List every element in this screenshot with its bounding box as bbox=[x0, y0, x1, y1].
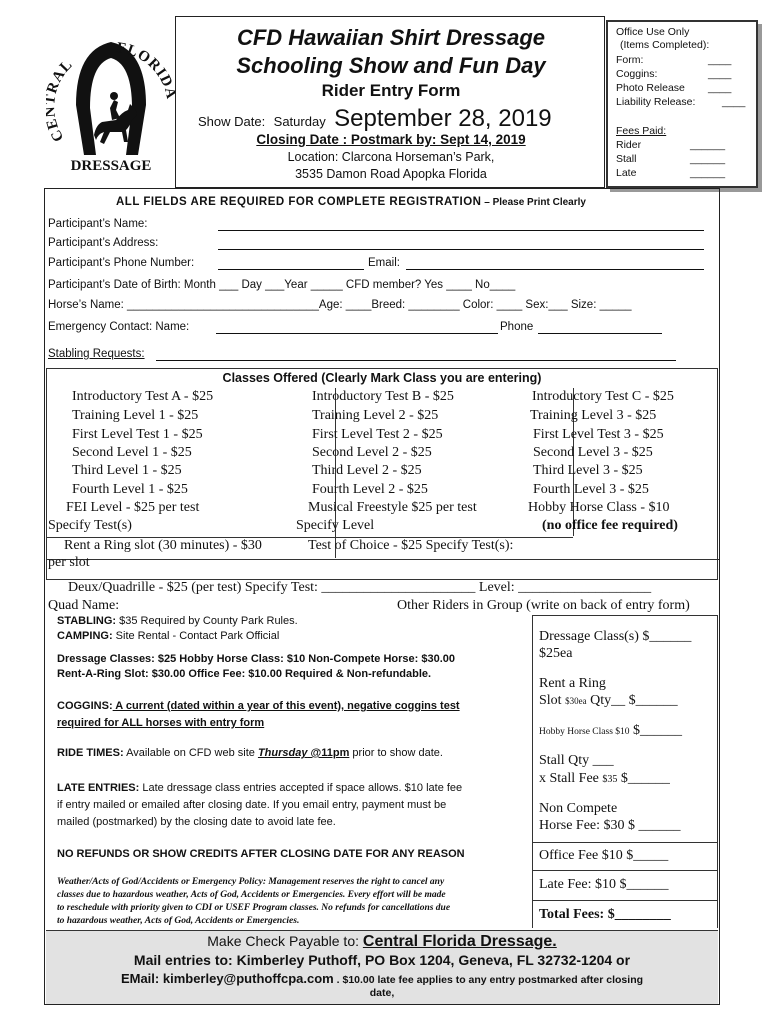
svg-text:CENTRAL: C AL bbox=[47, 56, 77, 145]
participant-phone-label: Participant’s Phone Number: bbox=[48, 257, 195, 269]
participant-name-label: Participant’s Name: bbox=[48, 218, 148, 230]
fei-class[interactable]: FEI Level - $25 per test bbox=[66, 500, 200, 515]
classes-header bbox=[46, 371, 718, 385]
fees-divider-3 bbox=[532, 900, 718, 901]
show-date-label: Show Date: bbox=[198, 114, 266, 129]
address: 3535 Damon Road Apopka Florida bbox=[295, 167, 487, 181]
weather-policy-3: to reschedule with priority given to CDI or USEF Program classes. No refunds for cancellations due bbox=[57, 903, 451, 913]
fee-dressage-rate: $25ea bbox=[539, 646, 573, 661]
stabling-requests-label: Stabling Requests: bbox=[48, 348, 145, 360]
logo-dressage-text: DRESSAGE bbox=[70, 158, 152, 174]
fee-ring[interactable] bbox=[539, 693, 678, 709]
class-option[interactable]: Third Level 3 - $25 bbox=[533, 463, 643, 478]
stabling-info-label: STABLING: bbox=[57, 615, 117, 627]
office-use-box bbox=[606, 20, 758, 188]
participant-address-label: Participant’s Address: bbox=[48, 237, 159, 249]
other-riders: Other Riders in Group (write on back of entry form) bbox=[397, 598, 690, 613]
office-stall-blank: ______ bbox=[690, 153, 726, 165]
stabling-requests-field[interactable] bbox=[156, 360, 676, 361]
quad-name-label: Quad Name: bbox=[48, 598, 120, 613]
no-refunds: NO REFUNDS OR SHOW CREDITS AFTER CLOSING DATE FOR ANY REASON bbox=[57, 848, 465, 860]
email-entries bbox=[46, 970, 718, 988]
camping-info bbox=[57, 630, 279, 642]
fee-hobby-amount: $______ bbox=[629, 723, 683, 738]
test-of-choice[interactable]: Test of Choice - $25 Specify Test(s): bbox=[308, 538, 514, 553]
class-option[interactable]: Introductory Test C - $25 bbox=[532, 389, 674, 404]
fee-dressage[interactable]: Dressage Class(s) $______ bbox=[539, 629, 692, 644]
office-liability-blank: ____ bbox=[722, 96, 746, 108]
classes-divider-h2 bbox=[47, 559, 719, 560]
rent-ring-class[interactable]: Rent a Ring slot (30 minutes) - $30 bbox=[64, 538, 262, 553]
class-option[interactable]: First Level Test 2 - $25 bbox=[312, 427, 443, 442]
late-entries-info-2: if entry mailed or emailed after closing date. If you email entry, payment must be bbox=[57, 799, 447, 811]
deux-quadrille[interactable]: Deux/Quadrille - $25 (per test) Specify Test: ______________________ Level: ___________________ bbox=[68, 580, 652, 595]
payable-name: Central Florida Dressage. bbox=[362, 933, 557, 950]
ride-times-end: prior to show date. bbox=[349, 747, 443, 759]
class-option[interactable]: Training Level 2 - $25 bbox=[312, 408, 439, 423]
fee-office[interactable]: Office Fee $10 $_____ bbox=[539, 848, 669, 863]
title-line-2: Schooling Show and Fun Day bbox=[236, 53, 546, 78]
ring-fee-info: Rent-A-Ring Slot: $30.00 Office Fee: $10.00 Required & Non-refundable. bbox=[57, 668, 432, 680]
office-photo-release: Photo Release bbox=[616, 82, 685, 94]
ride-times-label: RIDE TIMES: bbox=[57, 747, 124, 759]
class-option[interactable]: Fourth Level 1 - $25 bbox=[72, 482, 188, 497]
office-subtitle: (Items Completed): bbox=[620, 39, 710, 51]
show-date-value: September 28, 2019 bbox=[334, 105, 552, 132]
office-coggins-blank: ____ bbox=[708, 68, 732, 80]
title-line-1: CFD Hawaiian Shirt Dressage bbox=[236, 25, 546, 50]
emergency-phone-field[interactable] bbox=[538, 333, 662, 334]
fee-stall-amount: $______ bbox=[617, 771, 670, 786]
office-late: Late bbox=[616, 167, 637, 179]
hobby-horse-note: (no office fee required) bbox=[542, 518, 678, 533]
participant-address-field[interactable] bbox=[218, 249, 704, 250]
class-option[interactable]: Training Level 1 - $25 bbox=[72, 408, 199, 423]
emergency-label: Emergency Contact: Name: bbox=[48, 321, 190, 333]
fee-stall-label: x Stall Fee bbox=[539, 771, 603, 786]
office-liability: Liability Release: bbox=[616, 96, 696, 108]
participant-name-field[interactable] bbox=[218, 230, 704, 231]
title-box bbox=[175, 16, 605, 188]
fee-stall[interactable] bbox=[539, 771, 670, 787]
print-clearly: – Please Print Clearly bbox=[481, 197, 586, 208]
class-option[interactable]: Third Level 2 - $25 bbox=[312, 463, 422, 478]
fee-ring-rate: $30ea bbox=[565, 696, 587, 706]
freestyle-class[interactable]: Musical Freestyle $25 per test bbox=[308, 500, 477, 515]
weather-policy-2: classes due to hazardous weather, Acts of God, Accidents or Emergencies. Every effort will be made bbox=[57, 890, 446, 900]
class-option[interactable]: Second Level 2 - $25 bbox=[312, 445, 432, 460]
coggins-info-2: required for ALL horses with entry form bbox=[57, 717, 265, 729]
location: Location: Clarcona Horseman’s Park, bbox=[287, 150, 495, 164]
class-option[interactable]: Training Level 3 - $25 bbox=[530, 408, 657, 423]
dressage-fee-info: Dressage Classes: $25 Hobby Horse Class: $10 Non-Compete Horse: $30.00 bbox=[57, 653, 456, 665]
svg-text:FLORIDA: FLORID bbox=[115, 39, 176, 91]
participant-phone-field[interactable] bbox=[218, 269, 364, 270]
class-option[interactable]: Second Level 1 - $25 bbox=[72, 445, 192, 460]
office-form: Form: bbox=[616, 54, 644, 66]
email-field[interactable] bbox=[406, 269, 704, 270]
ride-times-time: @11pm bbox=[307, 747, 350, 759]
class-option[interactable]: First Level Test 3 - $25 bbox=[533, 427, 664, 442]
horse-line[interactable]: Horse’s Name: ______________________________Age: ____Breed: ________ Color: ____ Sex:___ Size: _____ bbox=[48, 299, 632, 311]
late-entries-info-3: mailed (postmarked) by the closing date to avoid late fee. bbox=[57, 816, 336, 828]
late-entries-label: LATE ENTRIES: bbox=[57, 782, 140, 794]
late-entries-text: Late dressage class entries accepted if space allows. $10 late fee bbox=[139, 782, 463, 794]
fee-total[interactable]: Total Fees: $________ bbox=[539, 907, 671, 922]
fee-stall-qty[interactable]: Stall Qty ___ bbox=[539, 753, 614, 768]
email-label: Email: bbox=[368, 257, 400, 269]
office-stall: Stall bbox=[616, 153, 637, 165]
rent-ring-per-slot: per slot bbox=[48, 555, 90, 570]
coggins-info bbox=[57, 700, 460, 712]
closing-date: Closing Date : Postmark by: Sept 14, 2019 bbox=[256, 132, 526, 147]
emergency-name-field[interactable] bbox=[216, 333, 498, 334]
fee-noncompete-label: Non Compete bbox=[539, 801, 618, 816]
office-fees-paid: Fees Paid: bbox=[616, 125, 667, 137]
ride-times-info bbox=[57, 747, 443, 759]
fee-stall-rate: $35 bbox=[602, 774, 618, 785]
class-option[interactable]: Second Level 3 - $25 bbox=[533, 445, 653, 460]
office-photo-blank: ____ bbox=[708, 82, 732, 94]
late-entries-info bbox=[57, 782, 462, 794]
fee-ring-label: Rent a Ring bbox=[539, 676, 606, 691]
class-option[interactable]: Third Level 1 - $25 bbox=[72, 463, 182, 478]
class-option[interactable]: First Level Test 1 - $25 bbox=[72, 427, 203, 442]
fei-specify: Specify Test(s) bbox=[48, 518, 132, 533]
office-rider: Rider bbox=[616, 139, 642, 151]
office-rider-blank: ______ bbox=[690, 139, 726, 151]
fee-ring-slot: Slot bbox=[539, 693, 566, 708]
stabling-info bbox=[57, 615, 298, 627]
required-notice-text: ALL FIELDS ARE REQUIRED FOR COMPLETE REGISTRATION bbox=[116, 196, 482, 208]
ride-times-text: Available on CFD web site bbox=[123, 747, 258, 759]
late-fee-note-2: date, bbox=[369, 987, 395, 999]
coggins-info-text: A current (dated within a year of this event), negative coggins test bbox=[112, 700, 460, 712]
hobby-horse-class[interactable]: Hobby Horse Class - $10 bbox=[528, 500, 670, 515]
form-subtitle: Rider Entry Form bbox=[321, 81, 461, 100]
fee-ring-qty: Qty__ $______ bbox=[586, 693, 678, 708]
weather-policy-1: Weather/Acts of God/Accidents or Emergency Policy: Management reserves the right to cancel any bbox=[57, 877, 445, 887]
freestyle-specify: Specify Level bbox=[296, 518, 375, 533]
fee-hobby[interactable] bbox=[539, 723, 682, 739]
fees-divider-2 bbox=[532, 870, 718, 871]
office-form-blank: ____ bbox=[708, 54, 732, 66]
camping-info-text: Site Rental - Contact Park Official bbox=[112, 630, 280, 642]
class-option[interactable]: Fourth Level 3 - $25 bbox=[533, 482, 649, 497]
fee-noncompete[interactable]: Horse Fee: $30 $ ______ bbox=[539, 818, 681, 833]
class-option[interactable]: Introductory Test B - $25 bbox=[312, 389, 454, 404]
weather-policy-4: to hazardous weather, Acts of God, Accidents or Emergencies. bbox=[57, 916, 300, 926]
dob-line[interactable]: Participant’s Date of Birth: Month ___ Day ___Year _____ CFD member? Yes ____ No____ bbox=[48, 279, 516, 291]
class-option[interactable]: Fourth Level 2 - $25 bbox=[312, 482, 428, 497]
payable-label: Make Check Payable to: bbox=[207, 933, 363, 949]
coggins-info-label: COGGINS: bbox=[57, 700, 113, 712]
office-title: Office Use Only bbox=[616, 26, 690, 38]
class-option[interactable]: Introductory Test A - $25 bbox=[72, 389, 214, 404]
cfd-logo bbox=[46, 30, 176, 180]
late-fee-note: . $10.00 late fee applies to any entry postmarked after closing bbox=[333, 974, 644, 986]
show-date bbox=[198, 105, 552, 133]
ride-times-day: Thursday bbox=[257, 747, 308, 759]
show-date-day: Saturday bbox=[273, 114, 326, 129]
mail-entries: Mail entries to: Kimberley Puthoff, PO Box 1204, Geneva, FL 32732-1204 or bbox=[133, 952, 631, 968]
office-late-blank: ______ bbox=[690, 167, 726, 179]
camping-info-label: CAMPING: bbox=[57, 630, 113, 642]
required-notice bbox=[116, 196, 586, 208]
fee-late[interactable]: Late Fee: $10 $______ bbox=[539, 877, 669, 892]
classes-header-text: Classes Offered (Clearly Mark Class you are entering) bbox=[222, 371, 542, 385]
fees-divider-1 bbox=[532, 842, 718, 843]
stabling-info-text: $35 Required by County Park Rules. bbox=[116, 615, 298, 627]
email-address[interactable]: EMail: kimberley@puthoffcpa.com bbox=[120, 971, 334, 986]
emergency-phone-label: Phone bbox=[500, 321, 534, 333]
office-coggins: Coggins: bbox=[616, 68, 658, 80]
payable-line bbox=[46, 933, 718, 951]
fee-hobby-label: Hobby Horse Class $10 bbox=[539, 727, 630, 737]
